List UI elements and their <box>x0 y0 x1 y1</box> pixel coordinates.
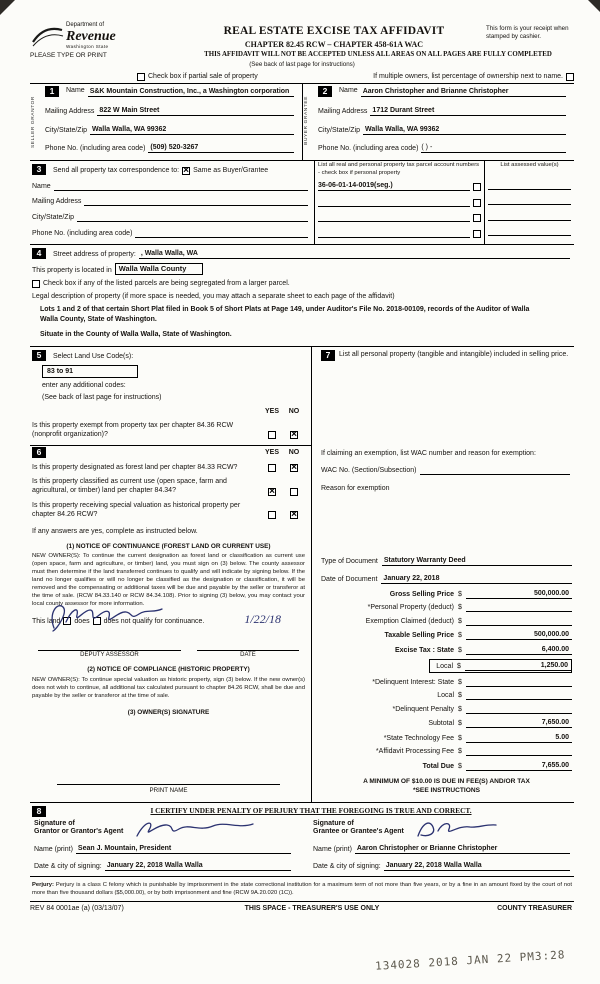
fee-row-gross: Gross Selling Price $ 500,000.00 <box>321 589 572 599</box>
seller-phone-value: (509) 520-3267 <box>150 144 199 152</box>
parties-section <box>30 83 574 160</box>
does-not-label: does not qualify for continuance. <box>103 617 205 625</box>
treasurer-use-only-label: THIS SPACE - TREASURER'S USE ONLY <box>244 904 380 912</box>
land-use-code-field[interactable] <box>42 365 138 378</box>
grantee-name-value: Aaron Christopher or Brianne Christopher <box>356 845 498 853</box>
delinquent-penalty-value[interactable] <box>466 705 572 714</box>
additional-codes-label: enter any additional codes: <box>42 381 126 389</box>
revenue-swoosh-icon <box>30 23 64 49</box>
document-date-field[interactable] <box>381 574 572 584</box>
grantee-date-city-value: January 22, 2018 Walla Walla <box>385 862 482 870</box>
no-header: NO <box>288 408 300 416</box>
grantor-date-city-value: January 22, 2018 Walla Walla <box>106 862 203 870</box>
form-title: REAL ESTATE EXCISE TAX AFFIDAVIT <box>223 25 445 37</box>
multiple-owners-label: If multiple owners, list percentage of ownership next to name. <box>373 73 563 81</box>
assessed-value-field-4[interactable] <box>488 227 571 236</box>
personal-property-label: List all personal property (tangible and intangible) included in selling price. <box>339 350 569 358</box>
yes-header-2: YES <box>264 449 279 457</box>
rev-form-number: REV 84 0001ae (a) (03/13/07) <box>30 904 124 912</box>
wac-field[interactable] <box>420 466 570 475</box>
corr-name-label: Name <box>32 182 51 190</box>
historic-question: Is this property receiving special valuation as historical property per chapter 84.26 RCW? <box>32 501 241 518</box>
document-type-field[interactable] <box>382 556 572 566</box>
personal-property-deduct-value[interactable] <box>466 603 572 612</box>
checkbox-historic-no[interactable]: × <box>291 508 297 520</box>
if-yes-note: If any answers are yes, complete as instructed below. <box>32 527 198 535</box>
land-classification-section <box>30 445 311 801</box>
buyer-address-value: 1712 Durant Street <box>372 106 435 114</box>
parcel-number-field-4[interactable] <box>318 229 470 238</box>
excise-tax-local-value[interactable]: 1,250.00 <box>465 661 571 671</box>
checkbox-forest-no[interactable]: × <box>291 462 297 474</box>
fee-row-exemption: Exemption Claimed (deduct) $ <box>321 617 572 626</box>
grantee-name-print-label: Name (print) <box>313 846 352 854</box>
street-address-value: , Walla Walla, WA <box>140 249 198 257</box>
forest-question: Is this property designated as forest land per chapter 84.33 RCW? <box>32 464 238 472</box>
receipt-note: This form is your receipt when stamped by cashier. <box>486 25 569 41</box>
grantee-agent-label: Grantee or Grantee's Agent <box>313 828 404 836</box>
checkbox-partial-sale[interactable] <box>137 73 145 81</box>
fee-row-subtotal: Subtotal $ 7,650.00 <box>321 718 572 728</box>
parcel-number-value: 36-06-01-14-0019(seg.) <box>318 181 393 189</box>
dor-logo-text <box>66 22 116 50</box>
street-address-label: Street address of property: <box>53 250 136 258</box>
fee-row-excise-state: Excise Tax : State $ 6,400.00 <box>321 645 572 655</box>
current-use-question: Is this property classified as current use (open space, farm and agricultural, or timber) land per chapter 84.34? <box>32 478 227 495</box>
checkbox-personal-property-4[interactable] <box>473 230 481 238</box>
checkbox-segregated[interactable] <box>32 280 40 288</box>
scan-artifact-top-right <box>588 0 600 12</box>
checkbox-current-use-yes[interactable]: × <box>269 485 275 497</box>
right-column <box>312 347 574 802</box>
fee-row-delinquent-interest-local: Local $ <box>321 691 572 700</box>
seller-grantor-block <box>30 84 302 160</box>
checkbox-forest-yes[interactable] <box>268 464 276 472</box>
see-back-note-2: (See back of last page for instructions) <box>42 393 162 401</box>
perjury-text: Perjury is a class C felony which is punishable by imprisonment in the state correctional institution for a maximum term of not more than five years, or by a fine in an amount fixed by the court of not more than five thousand dollars ($5,000.00), or by both imprisonment and fine (RCW 9A.20.020 (1C)). <box>32 882 572 897</box>
grantor-name-print-label: Name (print) <box>34 846 73 854</box>
buyer-address-label: Mailing Address <box>318 107 368 115</box>
buyer-csz-field[interactable] <box>363 125 566 135</box>
grantee-date-city-label: Date & city of signing: <box>313 863 381 871</box>
checkbox-same-as-buyer[interactable]: × <box>183 165 189 177</box>
perjury-statement <box>30 880 574 899</box>
seller-csz-label: City/State/Zip <box>45 126 88 134</box>
buyer-csz-value: Walla Walla, WA 99362 <box>365 125 440 133</box>
grantee-name-field[interactable] <box>355 844 570 854</box>
checkbox-personal-property-3[interactable] <box>473 214 481 222</box>
seller-address-label: Mailing Address <box>45 107 95 115</box>
document-type-label: Type of Document <box>321 558 378 566</box>
fee-row-processing-fee: *Affidavit Processing Fee $ <box>321 747 572 756</box>
owners-signature-title: (3) OWNER(S) SIGNATURE <box>127 709 210 717</box>
seller-phone-label: Phone No. (including area code) <box>45 145 146 153</box>
subtotal-value[interactable]: 7,650.00 <box>466 718 572 728</box>
scan-artifact-top-left <box>0 0 15 15</box>
deputy-signature-lines <box>32 650 305 660</box>
land-prefix: This land <box>32 617 61 625</box>
corr-phone-field[interactable] <box>135 229 308 238</box>
dor-logo <box>30 22 182 50</box>
buyer-name-label: Name <box>339 87 358 95</box>
county-treasurer-label: COUNTY TREASURER <box>497 904 572 912</box>
seller-side-label: SELLER GRANTOR <box>31 96 36 149</box>
seller-name-value: S&K Mountain Construction, Inc., a Washington corporation <box>89 88 290 96</box>
corr-address-label: Mailing Address <box>32 198 82 206</box>
exemption-label: If claiming an exemption, list WAC number and reason for exemption: <box>321 450 536 458</box>
fee-row-personal-property: *Personal Property (deduct) $ <box>321 603 572 612</box>
document-type-value: Statutory Warranty Deed <box>383 557 466 565</box>
yes-header: YES <box>264 408 279 416</box>
section-2-badge: 2 <box>318 86 332 97</box>
grantee-date-city-field[interactable] <box>384 861 570 871</box>
located-in-label: This property is located in <box>32 267 112 275</box>
parcel-column-header: List all real and personal property tax parcel account numbers - check box if personal property <box>318 162 480 176</box>
land-use-label: Select Land Use Code(s): <box>53 352 134 360</box>
fee-row-local: Local $ 1,250.00 <box>429 659 572 673</box>
type-or-print-row <box>30 51 574 60</box>
partial-sale-row <box>30 72 574 81</box>
document-date-value: January 22, 2018 <box>383 575 440 583</box>
section-6-badge: 6 <box>32 447 46 458</box>
checkbox-current-use-no[interactable] <box>290 488 298 496</box>
assessed-value-field-3[interactable] <box>488 212 571 221</box>
partial-sale-label: Check box if partial sale of property <box>148 73 258 81</box>
fee-row-technology-fee: *State Technology Fee $ 5.00 <box>321 733 572 743</box>
taxable-selling-price-value[interactable]: 500,000.00 <box>466 630 572 640</box>
section-5-badge: 5 <box>32 350 46 361</box>
notice1-body: NEW OWNER(S): To continue the current designation as forest land or classification as current use (open space, farm and agriculture, or timber) land, you must sign on (3) below. The county assessor must then determine if the land transferred continues to qualify and will indicate by signing below. If the land no longer qualifies or will no longer be classified as the designation or classification, it will be removed and the compensating or additional taxes will be due and payable by the seller or transferor at the time of sale. (RCW 84.33.140 or RCW 84.34.108). Prior to signing (3) below, you may contact your local county assessor for more information. <box>32 553 305 607</box>
assessed-value-field-1[interactable] <box>488 181 571 190</box>
situate-statement: Situate in the County of Walla Walla, State of Washington. <box>40 331 232 339</box>
acceptance-warning: THIS AFFIDAVIT WILL NOT BE ACCEPTED UNLESS ALL AREAS ON ALL PAGES ARE FULLY COMPLETED <box>204 51 552 59</box>
date-line: DATE <box>197 650 299 660</box>
footer-row <box>30 901 574 913</box>
legal-description-value: Lots 1 and 2 of that certain Short Plat filed in Book 5 of Short Plats at Page 149, under Auditor's File No. 2018-00109, records of the Auditor of Walla Walla County, State of Washington. <box>40 306 530 323</box>
grantor-signature-block <box>34 820 291 872</box>
document-date-label: Date of Document <box>321 576 378 584</box>
corr-address-field[interactable] <box>84 197 308 206</box>
deputy-assessor-line: DEPUTY ASSESSOR <box>38 650 181 660</box>
middle-columns <box>30 346 574 802</box>
section-4-badge: 4 <box>32 248 46 259</box>
checkbox-historic-yes[interactable] <box>268 511 276 519</box>
section-7-badge: 7 <box>321 350 335 361</box>
buyer-phone-label: Phone No. (including area code) <box>318 145 419 153</box>
treasurer-receipt-stamp: 134028 2018 JAN 22 PM3:28 <box>375 947 567 973</box>
exempt-question: Is this property exempt from property tax per chapter 84.36 RCW (nonprofit organization)? <box>32 422 234 439</box>
buyer-phone-value: ( ) - <box>421 144 433 152</box>
buyer-grantee-block <box>302 84 574 160</box>
tax-correspondence-section <box>30 160 574 243</box>
land-use-section <box>30 347 311 446</box>
fee-row-delinquent-interest-state: *Delinquent Interest: State $ <box>321 678 572 687</box>
buyer-name-field[interactable] <box>361 87 566 97</box>
section-3-badge: 3 <box>32 164 46 175</box>
checkbox-exempt-yes[interactable] <box>268 431 276 439</box>
corr-csz-field[interactable] <box>77 213 308 222</box>
property-location-section <box>30 244 574 346</box>
excise-tax-state-value[interactable]: 6,400.00 <box>466 645 572 655</box>
fee-row-total-due: Total Due $ 7,655.00 <box>321 761 572 771</box>
buyer-address-field[interactable] <box>370 106 566 116</box>
certification-statement: I CERTIFY UNDER PENALTY OF PERJURY THAT THE FOREGOING IS TRUE AND CORRECT. <box>150 806 472 816</box>
print-name-label: PRINT NAME <box>149 786 188 794</box>
correspondence-column <box>30 161 314 243</box>
parcel-numbers-column <box>314 161 484 243</box>
delinquent-interest-state-value[interactable] <box>466 678 572 687</box>
gross-selling-price-value[interactable]: 500,000.00 <box>466 589 572 599</box>
state-technology-fee-value[interactable]: 5.00 <box>466 733 572 743</box>
notice2-body: NEW OWNER(S): To continue special valuation as historic property, sign (3) below. If the new owner(s) does not wish to continue, all additional tax calculated pursuant to chapter 84.26 RCW, shall be due and payable by the seller or transferor at the time of sale. <box>32 676 305 699</box>
assessed-value-field-2[interactable] <box>488 196 571 205</box>
buyer-phone-field[interactable] <box>421 143 566 153</box>
assessed-column-header: List assessed value(s) <box>500 162 559 169</box>
print-name-line[interactable] <box>57 784 281 795</box>
grantor-date-city-field[interactable] <box>105 861 291 871</box>
seller-phone-field[interactable] <box>148 143 294 153</box>
see-instructions-note: *SEE INSTRUCTIONS <box>412 787 481 795</box>
parcel-number-field[interactable] <box>318 181 470 191</box>
section-1-badge: 1 <box>45 86 59 97</box>
certification-section <box>30 802 574 878</box>
no-header-2: NO <box>288 449 300 457</box>
notice2-title: (2) NOTICE OF COMPLIANCE (HISTORIC PROPERTY) <box>87 666 250 674</box>
corr-csz-label: City/State/Zip <box>32 213 75 221</box>
affidavit-processing-fee-value[interactable] <box>466 747 572 756</box>
revenue-wordmark: Revenue <box>66 28 116 44</box>
deputy-date-handwritten: 1/22/18 <box>244 611 281 626</box>
corr-name-field[interactable] <box>54 182 308 191</box>
street-address-field[interactable] <box>139 249 570 259</box>
legal-description-label: Legal description of property (if more space is needed, you may attach a separate sheet to each page of the affidavit) <box>32 293 395 301</box>
grantor-name-value: Sean J. Mountain, President <box>77 845 172 853</box>
deputy-assessor-signature <box>38 596 188 636</box>
located-county-value[interactable]: Walla Walla County <box>115 263 204 276</box>
exemption-claimed-value[interactable] <box>466 617 572 626</box>
does-label: does <box>74 617 90 625</box>
checkbox-exempt-no[interactable]: × <box>291 429 297 441</box>
parcel-number-field-2[interactable] <box>318 198 470 207</box>
buyer-name-value: Aaron Christopher and Brianne Christopher <box>362 88 509 96</box>
assessed-values-column <box>484 161 574 243</box>
segregated-label: Check box if any of the listed parcels are being segregated from a larger parcel. <box>43 280 290 288</box>
delinquent-interest-local-value[interactable] <box>466 691 572 700</box>
perjury-lead: Perjury: <box>32 882 54 889</box>
buyer-side-label: BUYER GRANTEE <box>304 96 309 146</box>
grantor-agent-label: Grantor or Grantor's Agent <box>34 828 124 836</box>
washington-state-line: Washington State <box>66 43 109 49</box>
grantee-signature <box>408 816 508 842</box>
parcel-number-field-3[interactable] <box>318 213 470 222</box>
grantor-signature-of-label: Signature of <box>34 819 75 827</box>
fee-row-delinquent-penalty: *Delinquent Penalty $ <box>321 705 572 714</box>
section-8-badge: 8 <box>32 806 46 817</box>
buyer-csz-label: City/State/Zip <box>318 126 361 134</box>
checkbox-personal-property-1[interactable] <box>473 183 481 191</box>
seller-csz-field[interactable] <box>90 125 294 135</box>
title-block <box>182 22 486 50</box>
left-column <box>30 347 312 802</box>
seller-name-field[interactable] <box>88 87 294 97</box>
seller-address-value: 822 W Main Street <box>99 106 160 114</box>
seller-address-field[interactable] <box>97 106 294 116</box>
same-as-buyer-label: Same as Buyer/Grantee <box>193 167 269 175</box>
total-due-value[interactable]: 7,655.00 <box>466 761 572 771</box>
checkbox-ownership-percentage[interactable] <box>566 73 574 81</box>
minimum-fee-note: A MINIMUM OF $10.00 IS DUE IN FEE(S) AND/OR TAX <box>363 777 530 785</box>
grantee-signature-of-label: Signature of <box>313 819 354 827</box>
notice1-title: (1) NOTICE OF CONTINUANCE (FOREST LAND OR CURRENT USE) <box>66 542 271 550</box>
seller-name-label: Name <box>66 87 85 95</box>
see-back-note: (See back of last page for instructions) <box>249 61 355 69</box>
land-use-code-value: 83 to 91 <box>47 367 74 375</box>
seller-csz-value: Walla Walla, WA 99362 <box>92 125 167 133</box>
grantee-signature-block <box>313 820 570 872</box>
checkbox-personal-property-2[interactable] <box>473 199 481 207</box>
form-chapter: CHAPTER 82.45 RCW – CHAPTER 458-61A WAC <box>244 39 424 49</box>
wac-label: WAC No. (Section/Subsection) <box>321 466 417 474</box>
fee-row-taxable: Taxable Selling Price $ 500,000.00 <box>321 630 572 640</box>
form-header <box>30 22 574 50</box>
corr-phone-label: Phone No. (including area code) <box>32 229 133 237</box>
grantor-name-field[interactable] <box>76 844 291 854</box>
dept-line: Department of <box>66 22 105 28</box>
reason-label: Reason for exemption <box>321 484 390 492</box>
grantor-date-city-label: Date & city of signing: <box>34 863 102 871</box>
grantor-signature <box>129 816 259 842</box>
send-to-label: Send all property tax correspondence to: <box>53 167 180 175</box>
please-type-label: PLEASE TYPE OR PRINT <box>30 51 107 59</box>
